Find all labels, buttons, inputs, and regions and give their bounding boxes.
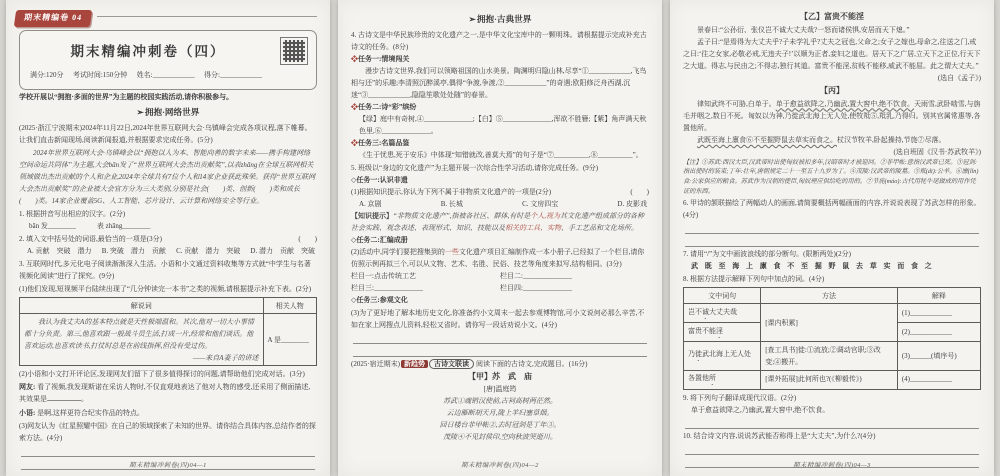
phrase-cell	[684, 323, 761, 342]
emphasized-char: 徙	[695, 350, 702, 359]
passage-yi-para1: 景春曰:“公孙衍、张仪岂不诚大丈夫哉?一怒而诸侯惧,安居而天下熄。”	[697, 25, 910, 34]
col-header-explanation: 解释	[897, 288, 980, 304]
explanation-cell: (1)____________	[897, 304, 980, 323]
page-1	[6, 0, 330, 476]
column-4: 栏目四:______________	[500, 284, 572, 293]
table-cell-commentary	[20, 314, 264, 366]
answer-line	[353, 331, 647, 344]
q4-task1-label	[351, 53, 649, 65]
option-c: C. 贡献 潜力 突破	[176, 247, 241, 256]
title-box	[19, 30, 317, 90]
exam-time-label: 考试时间:150分钟	[72, 70, 128, 79]
phrase-text: 乃	[688, 350, 695, 359]
passage-text: 律知武终不可胁,白单于。	[697, 99, 776, 108]
speaker-xiaoyu: 小语:	[19, 408, 36, 417]
reading-instruction: 阅读下面的古诗文,完成题目。(16分)	[476, 359, 588, 368]
question-7: 7. 请用“/”为文中画波浪线的部分断句。(限断两处)(2分)	[683, 250, 851, 259]
phrase-cell	[684, 370, 761, 389]
page-3	[670, 0, 994, 476]
question-3-part3: (3)网友认为《红星照耀中国》在自己的领域探索了未知的世界。请你结合具体内容,总结作者的探索方法。(4分)	[19, 421, 316, 442]
knowledge-text: “非物质文化遗产”,指被各社区、群体,有时是	[393, 212, 531, 221]
emphasized-char: 所	[709, 374, 716, 382]
column-row-1	[351, 270, 649, 282]
task-diamond-outline-icon: ◇	[351, 236, 357, 245]
task-label-text: 任务二:汇编成册	[356, 236, 408, 245]
task-label-text: 任务一:情境闯关	[358, 54, 410, 63]
table-header-commentary: 解说词	[20, 298, 264, 314]
poem-line: 云边雁断胡天月,陇上羊归塞草烟。	[446, 409, 554, 418]
q7-sentence: 武 既 至 海 上 廪 食 不 至 掘 野 鼠 去 草 实 而 食 之	[691, 262, 935, 271]
option-d: D. 潜力 贡献 突破	[250, 247, 315, 256]
passage-bing-para2	[683, 134, 981, 146]
page1-top-rule	[19, 10, 317, 27]
option-b: B. 长城	[440, 200, 463, 209]
poem-line: 回日楼台非甲帐②,去时冠剑是丁年③。	[439, 421, 561, 430]
divider	[97, 16, 317, 17]
phrase-text: 各置他	[688, 374, 709, 382]
option-a: A. 京剧	[359, 200, 382, 209]
activity-intro: 学校开展以“拥抱·多面的世界”为主题的校园实践活动,请你积极参与。	[19, 93, 234, 101]
method-cell: [课内积累]	[761, 304, 898, 342]
footnotes: 【注】①苏武:西汉大臣,汉武帝时出使匈奴被扣多年,汉昭帝时才被迎回。②非甲帐:意指汉武帝已死。③冠剑:指出使时的装束;丁年:壮年,唐朝规定二十一至五十九岁为丁。④茂陵:汉武帝的陵墓。⑤羝(dī):公羊。⑥廪(lǐn)食:公家供应的粮食。苏武作为汉朝的使臣,匈奴理应供给吃的用的。⑦节旄(máo):古代用牦牛尾做成的用作凭证的东西。	[683, 158, 979, 195]
q5-part1-stem: (1)根据知识提示,你认为下列不属于非物质文化遗产的一项是(2分)	[351, 188, 552, 197]
knowledge-highlight: 个人,视为	[530, 212, 561, 221]
q5-task3-label	[351, 294, 649, 306]
commentary-source: ——来自A妻子的讲述	[192, 353, 259, 362]
exam-meta	[30, 69, 306, 81]
page3-footer: 期末精编冲刺卷(四)04—3	[793, 461, 871, 469]
explanation-cell: (4)____________	[897, 370, 980, 389]
q4-task3-text: 《生于忧患,死于安乐》中体现“知错就改,善莫大焉”的句子是“⑦__________,⑧__________”。	[359, 151, 643, 160]
column-2: 栏目二:______________	[500, 272, 572, 281]
answer-line	[685, 221, 979, 234]
knowledge-text: 其文化遗产组成部分的各种社会实践、观念表述、表现形式、知识、技能以及	[351, 212, 645, 233]
passage-yi-title: 【乙】富贵不能淫	[800, 12, 864, 21]
answer-bracket: ( )	[298, 235, 317, 244]
question-3-part2: (2)小语和小文打开评论区,发现网友们留下了很多值得探讨的问题,请帮助他们完成对话。(3分)	[19, 370, 305, 379]
section-arrow-icon: ➢	[136, 107, 144, 118]
task-diamond-icon: ❖	[351, 102, 358, 111]
question-10: 10. 结合诗文内容,说说苏武能否称得上是“大丈夫”,为什么?(4分)	[683, 431, 876, 440]
phrase-text: 富贵不能	[688, 326, 716, 335]
column-3: 栏目三:______________	[351, 284, 423, 293]
answer-line	[21, 444, 315, 457]
table-header-person: 相关人物	[263, 298, 316, 314]
q4-task1-text: 漫步古诗文世界,我们可以领略祖国的山水美景。陶渊明归隐山林,尽享“①____________,飞鸟相与还”的乐趣;李清照沉醉溪亭,偶得“争渡,争渡,②____________”的奇遇;欧阳修泛舟西湖,沉迷“③____________,隐隐笙歌处处随”的春景。	[351, 66, 647, 99]
table-row	[684, 304, 981, 323]
emphasized-char: 诚	[702, 307, 709, 316]
knowledge-hint	[351, 210, 649, 234]
question-6: 6. 甲诗的颔联描绘了两幅动人的画面,请简要概括两幅画面的内容,并说说表现了苏武怎样的形象。(4分)	[683, 199, 981, 220]
commentary-table	[19, 297, 317, 366]
phrase-text: 武北海上无人处	[702, 350, 751, 359]
col-header-phrase: 文中词句	[684, 288, 761, 304]
poem-line: 茂陵④不见封侯印,空向秋波哭逝川。	[443, 433, 557, 442]
emphasized-char: 淫	[716, 326, 723, 335]
option-c: C. 文房四宝	[522, 200, 559, 209]
answer-line	[353, 344, 647, 357]
exam-title: 期末精编冲刺卷（四）	[70, 43, 226, 59]
speaker-netfriend: 网友:	[19, 383, 36, 392]
commentary-text: 我认为我丈夫A的基本特点就是天性极端温和。其次,他对一切大小事情都十分负责。第三,他喜欢跟一般战斗员生活,打成一片,经常和他们谈话。他喜欢运动,也喜欢读书,打仗时总是在前线指挥,但没有受过伤。	[24, 317, 255, 350]
full-score-label: 满分:120分	[30, 70, 64, 79]
explanation-cell: (3)______(填序号)	[897, 342, 980, 370]
q5-part2-text: 文化遗产项目汇编制作成一本小册子,已经拟了一个栏目,请你仿照示例再拟三个,可以从文物、艺术、名胜、民俗、技艺等角度来拟写,结构相同。(3分)	[351, 248, 645, 269]
question-3: 3. 互联网时代,多元化电子阅读渐渐深入生活。小语和小文通过资料收集等方式就“中学生与名著视频化阅读”进行了探究。(9分)	[19, 260, 311, 281]
knowledge-highlight: 相关的工具、实物	[505, 224, 561, 233]
dialog-netfriend	[19, 381, 317, 405]
wavy-underlined-text: 单于愈益欲降之,乃幽武,置大窖中,绝不饮食。	[775, 99, 914, 108]
option-d: D. 皮影戏	[617, 200, 647, 209]
passage-yi-para2: 孟子曰:“是焉得为大丈夫乎?子未学礼乎?丈夫之冠也,父命之;女子之嫁也,母命之,往送之门,戒之曰:‘往之女家,必敬必戒,无违夫子!’以顺为正者,妾妇之道也。居天下之广居,立天下之正位,行天下之大道。得志,与民由之;不得志,独行其道。富贵不能淫,贫贱不能移,威武不能屈。此之谓大丈夫。”	[683, 37, 981, 70]
answer-bracket: ( )	[630, 188, 649, 197]
question-3-part1: (1)他们发现,短视频平台陆续出现了“几分钟读完一本书”之类的视频,请根据提示补充下表。(2分)	[19, 285, 312, 294]
question-2	[19, 233, 317, 245]
dialog-netfriend-text: 看了视频,我发现斯诺在采访人物时,不仅直观地表达了他对人物的感受,还采用了侧面描述,其效果是	[19, 383, 311, 404]
section-network-world	[19, 105, 317, 120]
lead-paragraph: (2025·浙江宁波期末)2024年11月22日,2024年世界互联网大会·乌镇峰会完成各项议程,落下帷幕。让我们直击新闻现场,阅读新闻报道,并根据要求完成任务。(5分)	[19, 123, 312, 144]
task-label-text: 任务三:参观文化	[356, 296, 408, 305]
poem-author: [唐]温庭筠	[483, 385, 517, 394]
question-9: 9. 将下列句子翻译成现代汉语。(2分)	[683, 393, 797, 402]
option-a: A. 贡献 突破 潜力	[27, 247, 92, 256]
phrase-text: 岂不	[688, 307, 702, 316]
q5-task1-label	[351, 174, 649, 186]
table-row	[684, 342, 981, 370]
explanation-cell: (2)____________	[897, 323, 980, 342]
option-b: B. 突破 潜力 贡献	[101, 247, 166, 256]
passage-text: 天雨雪,武卧啮雪,与旃毛并咽之,数日不死。匈奴以为神,乃徙武北海上无人处,使牧羝⑤,羝乳,乃得归。别其官属常惠等,各置他所。	[683, 99, 981, 132]
table-row	[684, 370, 981, 389]
column-row-2	[351, 282, 649, 294]
q5-task2-label	[351, 234, 649, 246]
method-cell: [查工具书]徙:①流放;②调动官职;③改变;④搬开。	[761, 342, 898, 370]
question-2-stem: 2. 填入文中括号处的词语,最恰当的一项是(3分)	[19, 235, 162, 244]
new-trend-badge: 新趋势	[401, 360, 428, 368]
q5-part2-text: (2)活动中,同学们要把搜集到的	[351, 248, 445, 257]
dialog-xiaoyu	[19, 407, 317, 419]
table-cell-person-answer: A 是________	[263, 314, 316, 366]
q5-part2	[351, 246, 649, 270]
reading-intro	[351, 358, 649, 370]
col-header-method: 方法	[761, 288, 898, 304]
q5-part1	[351, 186, 649, 198]
dialog-xiaoyu-text: 是啊,这样更符合纪实作品的特点。	[37, 408, 144, 417]
task-diamond-outline-icon: ◇	[351, 296, 357, 305]
answer-line	[685, 442, 979, 455]
question-5: 5. 班级以“身边的文化遗产”为主题开展一次综合性学习活动,请你完成任务。(9分)	[351, 164, 599, 173]
question-2-options	[19, 245, 317, 257]
passage-text: 杖汉节牧羊,卧起操持,节旄⑦尽落。	[837, 135, 946, 144]
inline-blank	[47, 400, 81, 401]
score-field: 得分:____________	[204, 70, 262, 79]
phrase-cell	[684, 342, 761, 370]
answer-line	[685, 234, 979, 247]
task-label-text: 任务一:认识非遗	[356, 176, 408, 185]
task-label-text: 任务三:名篇品鉴	[358, 139, 410, 148]
news-material: 2024年世界互联网大会·乌镇峰会以“拥抱以人为本、智能向善的数字未来——携手构建网络空间命运共同体”为主题,大会bān发了“世界互联网大会杰出贡献奖”,以表zhāng在全球互联网相关领域做出杰出贡献的个人和企业,2024年全球共有7位个人和14家企业获此殊荣。获得“世界互联网大会杰出贡献奖”的企业被大会官方分为三大类别,分别是社会( )类、创新( )类和成长( )类。14家企业覆盖5G、人工智能、芯片设计、云计算和网络安全等行业。	[19, 148, 316, 205]
task-label-text: 任务二:诗“彩”缤纷	[358, 102, 417, 111]
reading-source: (2025·宿迁期末)	[351, 359, 400, 368]
passage-bing-source: (选自班固《汉书·苏武牧羊》)	[893, 147, 981, 156]
question-1-blanks: bān 发________ 表 zhāng________	[29, 222, 151, 231]
name-field: 姓名:____________	[136, 70, 195, 79]
q5-options	[351, 198, 649, 210]
passage-bing-para1	[683, 98, 981, 134]
section-classic-world	[351, 12, 649, 27]
qr-code-icon	[280, 37, 308, 65]
answer-line	[685, 416, 979, 429]
q4-task3-label	[351, 137, 649, 149]
q4-task2-text: 【绿】庭中有奇树,④______________;【白】⑤______________,浑欲不胜簪;【紫】角声满天秋色里,⑥______________。	[359, 115, 647, 136]
q9-sentence: 单于愈益欲降之,乃幽武,置大窖中,绝不饮食。	[691, 405, 830, 414]
task-diamond-icon: ❖	[351, 139, 358, 148]
section-title: 拥抱·网络世界	[144, 107, 200, 118]
poem-title: 【甲】苏 武 庙	[468, 371, 532, 381]
q5-part3: (3)为了更好地了解本地历史文化,你准备约小文周末一起去参观博物馆,可小文说何必那么辛苦,不如在家上网搜点儿资料,轻松又省时。请你写一段话劝说小文。(4分)	[351, 308, 645, 329]
phrase-text: 大丈夫哉	[709, 307, 737, 316]
task-diamond-icon: ❖	[351, 54, 358, 63]
task-diamond-outline-icon: ◇	[351, 176, 357, 185]
section-title: 拥抱·古典世界	[476, 14, 532, 24]
section-arrow-icon: ➢	[468, 14, 476, 24]
page1-footer: 期末精编冲刺卷(四)04—1	[129, 461, 207, 469]
wavy-underlined-text: 武既至海上廪食⑥不至掘野鼠去草实而食之。	[697, 135, 837, 144]
knowledge-hint-label: 【知识提示】	[351, 212, 393, 221]
dialog-tail: 。	[81, 395, 88, 404]
q5-part2-highlight: 一些	[444, 248, 459, 257]
word-explanation-table	[683, 287, 981, 389]
volume-badge: 期末精编卷 04	[14, 10, 92, 27]
method-cell: [课外拓展]此何所也?(《柳毅传》)	[761, 370, 898, 389]
poem-line: 苏武①魂销汉使前,古祠高树两茫然。	[443, 397, 557, 406]
question-1: 1. 根据拼音写出相应的汉字。(2分)	[19, 210, 126, 219]
column-1: 栏目一:点击传统工艺	[351, 272, 416, 281]
page-2	[338, 0, 662, 476]
passage-bing-title: 【丙】	[820, 85, 844, 95]
passage-yi-source: (选自《孟子》)	[937, 73, 981, 82]
q4-task2-label	[351, 101, 649, 113]
question-8: 8. 根据方法提示解释下列句中加点的词。(4分)	[683, 275, 825, 284]
question-4: 4. 古诗文是中华民族珍贵的文化遗产之一,是中华文化宝库中的一颗明珠。请根据提示完成补充古诗文的任务。(8分)	[351, 30, 647, 51]
phrase-cell	[684, 304, 761, 323]
linked-reading-tag: 古诗文联读	[429, 359, 474, 369]
page2-footer: 期末精编冲刺卷(四)04—2	[461, 461, 539, 469]
knowledge-text: 、手工艺品和文化场所。	[561, 224, 638, 233]
